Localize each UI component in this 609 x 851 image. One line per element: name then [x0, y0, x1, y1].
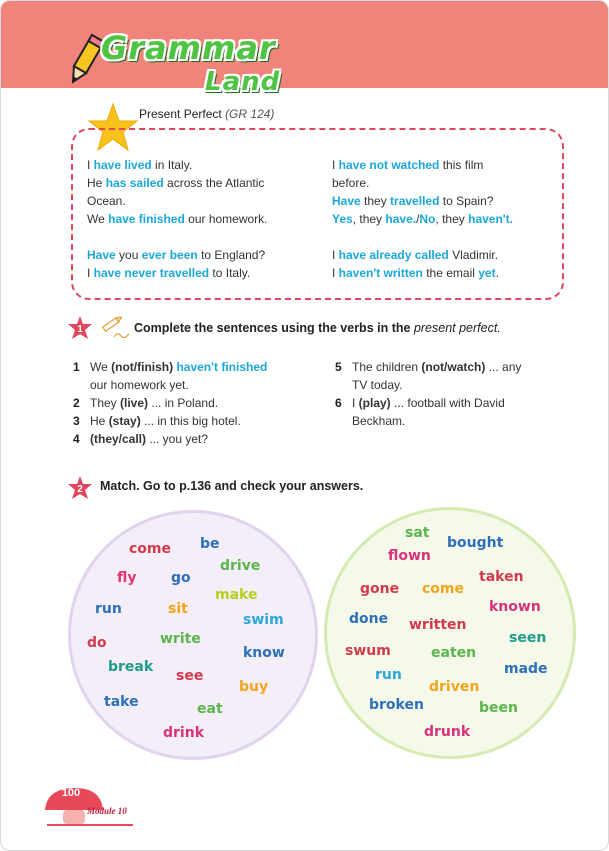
example-text: Ocean.: [87, 194, 126, 208]
match-word[interactable]: break: [108, 659, 154, 675]
match-word[interactable]: bought: [447, 535, 504, 551]
left-line: [87, 246, 317, 264]
match-word[interactable]: drunk: [424, 724, 471, 740]
example-text: to Italy.: [209, 266, 251, 280]
exercise-1-right-column: [335, 358, 575, 430]
highlighted-verb: travelled: [390, 194, 440, 208]
match-word[interactable]: made: [504, 661, 548, 677]
highlighted-verb: haven't.: [468, 212, 513, 226]
example-text: , they: [435, 212, 469, 226]
example-answer: haven't finished: [176, 360, 268, 374]
verb-prompt: (live): [120, 396, 149, 410]
example-text: to Spain?: [439, 194, 494, 208]
example-text: across the Atlantic: [163, 176, 265, 190]
sentence-text: TV today.: [352, 378, 403, 392]
exercise-1-instruction-text: Complete the sentences using the verbs in the: [134, 321, 411, 335]
sentence-text: Beckham.: [352, 414, 406, 428]
exercise-sentence: [335, 394, 575, 412]
highlighted-verb: Have: [87, 248, 116, 262]
exercise-sentence: [335, 358, 575, 376]
exercise-2-instruction: Match. Go to p.136 and check your answers.: [100, 479, 364, 493]
verb-prompt: (not/finish): [111, 360, 174, 374]
sentence-number: 1: [73, 360, 80, 374]
match-word[interactable]: know: [243, 645, 285, 661]
example-text: to England?: [197, 248, 266, 262]
sentence-text: our homework yet.: [90, 378, 189, 392]
logo-word-land: Land: [205, 67, 281, 97]
match-word[interactable]: broken: [369, 697, 424, 713]
sentence-number: 6: [335, 396, 342, 410]
highlighted-verb: yet: [478, 266, 496, 280]
match-word[interactable]: been: [479, 700, 518, 716]
match-word[interactable]: driven: [429, 679, 480, 695]
page-number: 100: [61, 787, 81, 799]
left-line: [87, 174, 317, 192]
match-word[interactable]: do: [87, 635, 107, 651]
match-word[interactable]: drive: [220, 558, 261, 574]
example-text: they: [360, 194, 391, 208]
example-text: He: [87, 176, 106, 190]
match-word[interactable]: take: [104, 694, 139, 710]
sentence-number: 4: [73, 432, 80, 446]
exercise-2-badge: [67, 475, 93, 501]
example-text: We: [87, 212, 109, 226]
right-line: [332, 210, 557, 228]
examples-left-column: [87, 156, 317, 282]
right-line: [332, 156, 557, 174]
exercise-sentence: [73, 358, 323, 376]
examples-right-column: [332, 156, 557, 282]
example-text: , they: [352, 212, 386, 226]
match-word[interactable]: known: [489, 599, 541, 615]
highlighted-verb: have lived: [93, 158, 152, 172]
match-word[interactable]: swim: [243, 612, 284, 628]
match-word[interactable]: eaten: [431, 645, 477, 661]
pencil-logo-icon: [65, 31, 105, 91]
match-word[interactable]: eat: [197, 701, 223, 717]
exercise-1-instruction-emphasis: present perfect.: [413, 321, 501, 335]
match-word[interactable]: seen: [509, 630, 547, 646]
highlighted-verb: haven't written: [338, 266, 423, 280]
highlighted-verb: Have: [332, 194, 361, 208]
right-line: [332, 192, 557, 210]
example-text: in Italy.: [151, 158, 193, 172]
left-line: [87, 210, 317, 228]
match-word[interactable]: run: [375, 667, 402, 683]
sentence-text: ... any: [485, 360, 522, 374]
exercise-sentence: [73, 430, 323, 448]
verb-prompt: (play): [358, 396, 391, 410]
exercise-1-badge: [67, 315, 93, 341]
sentence-text: He: [90, 414, 109, 428]
match-word[interactable]: make: [215, 587, 258, 603]
writing-pencil-icon: [100, 315, 132, 341]
match-word[interactable]: come: [422, 581, 464, 597]
example-text: before.: [332, 176, 370, 190]
match-word[interactable]: done: [349, 611, 389, 627]
sentence-number: 5: [335, 360, 342, 374]
grammar-land-logo: [65, 27, 295, 107]
verb-prompt: (they/call): [90, 432, 147, 446]
highlighted-verb: have never travelled: [93, 266, 210, 280]
match-word[interactable]: taken: [479, 569, 524, 585]
example-text: this film: [439, 158, 484, 172]
example-text: /: [416, 212, 420, 226]
sentence-text: ... in this big hotel.: [140, 414, 241, 428]
right-line: [332, 246, 557, 264]
module-label: Module 10: [87, 806, 127, 816]
right-line: [332, 174, 557, 192]
sentence-number: 3: [73, 414, 80, 428]
highlighted-verb: have not watched: [338, 158, 440, 172]
match-word[interactable]: be: [200, 536, 220, 552]
right-line: [332, 228, 557, 246]
example-text: I: [87, 266, 94, 280]
match-word[interactable]: go: [171, 570, 191, 586]
match-word[interactable]: see: [176, 668, 204, 684]
match-word[interactable]: buy: [239, 679, 269, 695]
match-word[interactable]: gone: [360, 581, 400, 597]
match-word[interactable]: written: [409, 617, 467, 633]
exercise-1-left-column: [73, 358, 323, 448]
match-word[interactable]: run: [95, 601, 122, 617]
exercise-sentence: [73, 394, 323, 412]
highlighted-verb: No: [419, 212, 436, 226]
left-line: [87, 192, 317, 210]
match-word[interactable]: swum: [345, 643, 391, 659]
match-word[interactable]: come: [129, 541, 171, 557]
example-text: Vladimir.: [448, 248, 499, 262]
logo-word-grammar: Grammar: [101, 29, 276, 67]
example-text: .: [495, 266, 499, 280]
example-text: I: [332, 248, 339, 262]
match-word[interactable]: sat: [405, 525, 430, 541]
sentence-text: They: [90, 396, 121, 410]
verb-prompt: (not/watch): [421, 360, 486, 374]
match-word[interactable]: fly: [117, 570, 137, 586]
highlighted-verb: have.: [385, 212, 417, 226]
exercise-sentence: [335, 412, 575, 430]
left-line: [87, 156, 317, 174]
sentence-text: We: [90, 360, 112, 374]
sentence-text: I: [352, 396, 359, 410]
sentence-text: ... in Poland.: [148, 396, 219, 410]
grammar-reference: (GR 124): [225, 107, 275, 121]
example-text: I: [87, 158, 94, 172]
sentence-text: ... you yet?: [146, 432, 209, 446]
highlighted-verb: has sailed: [105, 176, 164, 190]
match-word[interactable]: write: [160, 631, 201, 647]
example-text: I: [332, 158, 339, 172]
sentence-number: 2: [73, 396, 80, 410]
exercise-1-number: 1: [77, 324, 83, 335]
highlighted-verb: have finished: [108, 212, 185, 226]
highlighted-verb: Yes: [332, 212, 353, 226]
example-text: our homework.: [184, 212, 268, 226]
example-text: I: [332, 266, 339, 280]
section-title-text: Present Perfect: [139, 107, 222, 121]
sentence-text: ... football with David: [390, 396, 505, 410]
left-line: [87, 264, 317, 282]
match-word[interactable]: flown: [388, 548, 431, 564]
highlighted-verb: have already called: [338, 248, 449, 262]
exercise-sentence: [335, 376, 575, 394]
exercise-2-number: 2: [77, 484, 83, 495]
exercise-sentence: [73, 412, 323, 430]
match-word[interactable]: drink: [163, 725, 205, 741]
section-title: [139, 107, 274, 121]
right-line: [332, 264, 557, 282]
exercise-sentence: [73, 376, 323, 394]
left-line: [87, 228, 317, 246]
exercise-1-instruction: [134, 321, 501, 335]
match-word[interactable]: sit: [168, 601, 188, 617]
example-text: the email: [422, 266, 479, 280]
example-text: you: [115, 248, 142, 262]
verb-prompt: (stay): [108, 414, 141, 428]
highlighted-verb: ever been: [141, 248, 198, 262]
sentence-text: The children: [352, 360, 422, 374]
